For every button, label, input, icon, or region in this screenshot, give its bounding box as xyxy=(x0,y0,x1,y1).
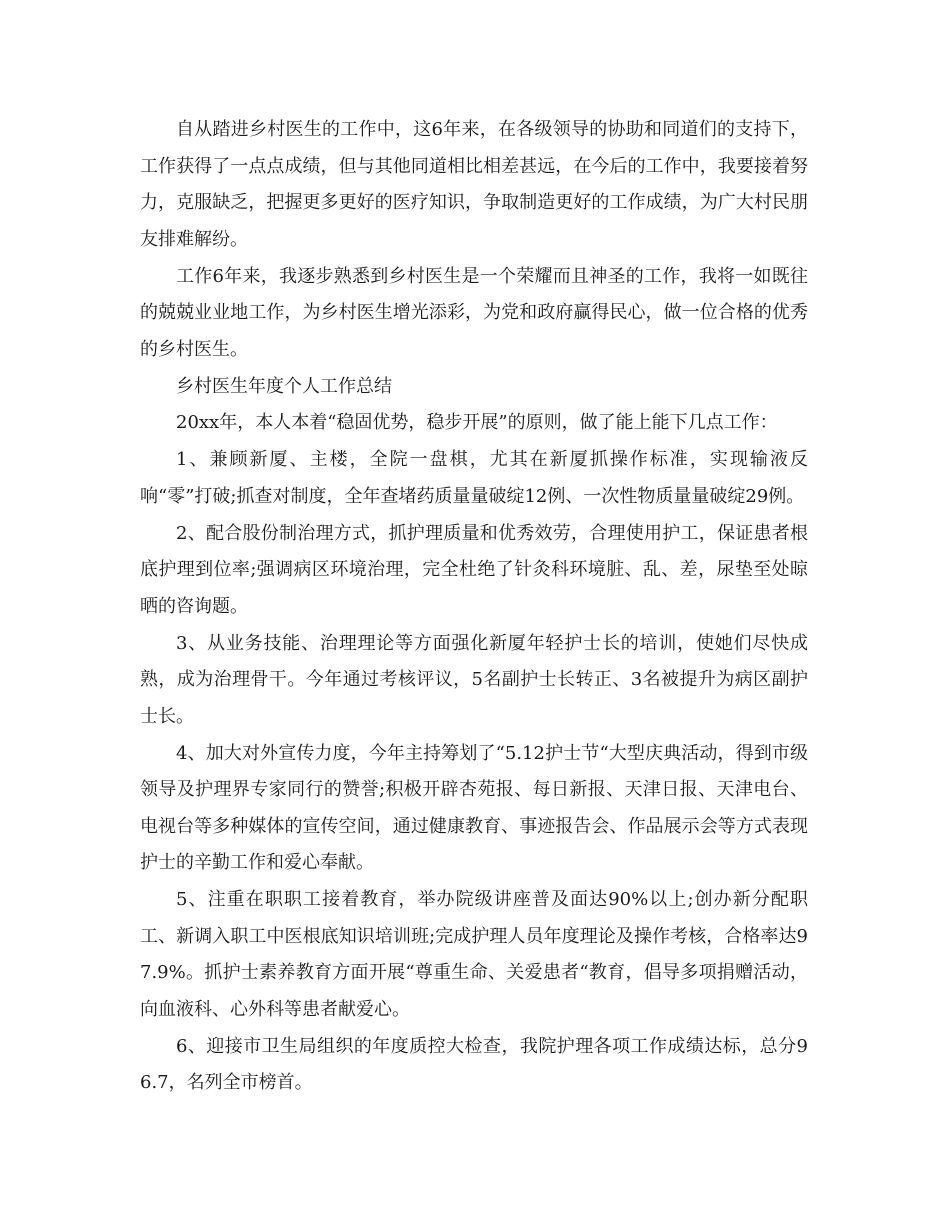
paragraph-principle: 20xx年，本人本着“稳固优势，稳步开展”的原则，做了能上能下几点工作： xyxy=(176,412,778,433)
list-item-3: 3、从业务技能、治理理论等方面强化新厦年轻护士长的培训，使她们尽快成熟，成为治理骨干。今年通过考核评议，5名副护士长转正、3名被提升为病区副护士长。 xyxy=(140,632,808,727)
list-item-2: 2、配合股份制治理方式，抓护理质量和优秀效劳，合理使用护工，保证患者根底护理到位率;强调病区环境治理，完全杜绝了针灸科环境脏、乱、差，尿垫至处晾晒的咨询题。 xyxy=(140,522,808,617)
list-item-1: 1、兼顾新厦、主楼，全院一盘棋，尤其在新厦抓操作标准，实现输液反响“零”打破;抓查对制度，全年查堵药质量量破绽12例、一次性物质量量破绽29例。 xyxy=(140,449,808,507)
paragraph-intro: 自从踏进乡村医生的工作中，这6年来，在各级领导的协助和同道们的支持下，工作获得了一点点成绩，但与其他同道相比相差甚远，在今后的工作中，我要接着努力，克服缺乏，把握更多更好的医疗知识，争取制造更好的工作成绩，为广大村民朋友排难解纷。 xyxy=(140,119,808,250)
section-heading: 乡村医生年度个人工作总结 xyxy=(176,375,392,397)
list-item-4: 4、加大对外宣传力度，今年主持筹划了“5.12护士节“大型庆典活动，得到市级领导及护理界专家同行的赞誉;积极开辟杏苑报、每日新报、天津日报、天津电台、电视台等多种媒体的宣传空间，通过健康教育、事迹报告会、作品展示会等方式表现护士的辛勤工作和爱心奉献。 xyxy=(140,742,808,873)
list-item-6: 6、迎接市卫生局组织的年度质控大检查，我院护理各项工作成绩达标，总分96.7，名列全市榜首。 xyxy=(140,1035,808,1093)
paragraph-six-years: 工作6年来，我逐步熟悉到乡村医生是一个荣耀而且神圣的工作，我将一如既往的兢兢业业地工作，为乡村医生增光添彩，为党和政府赢得民心，做一位合格的优秀的乡村医生。 xyxy=(140,265,808,360)
document-body xyxy=(140,112,808,1102)
list-item-5: 5、注重在职职工接着教育，举办院级讲座普及面达90%以上;创办新分配职工、新调入职工中医根底知识培训班;完成护理人员年度理论及操作考核，合格率达97.9%。抓护士素养教育方面开展“尊重生命、关爱患者“教育，倡导多项捐赠活动，向血液科、心外科等患者献爱心。 xyxy=(140,889,808,1020)
